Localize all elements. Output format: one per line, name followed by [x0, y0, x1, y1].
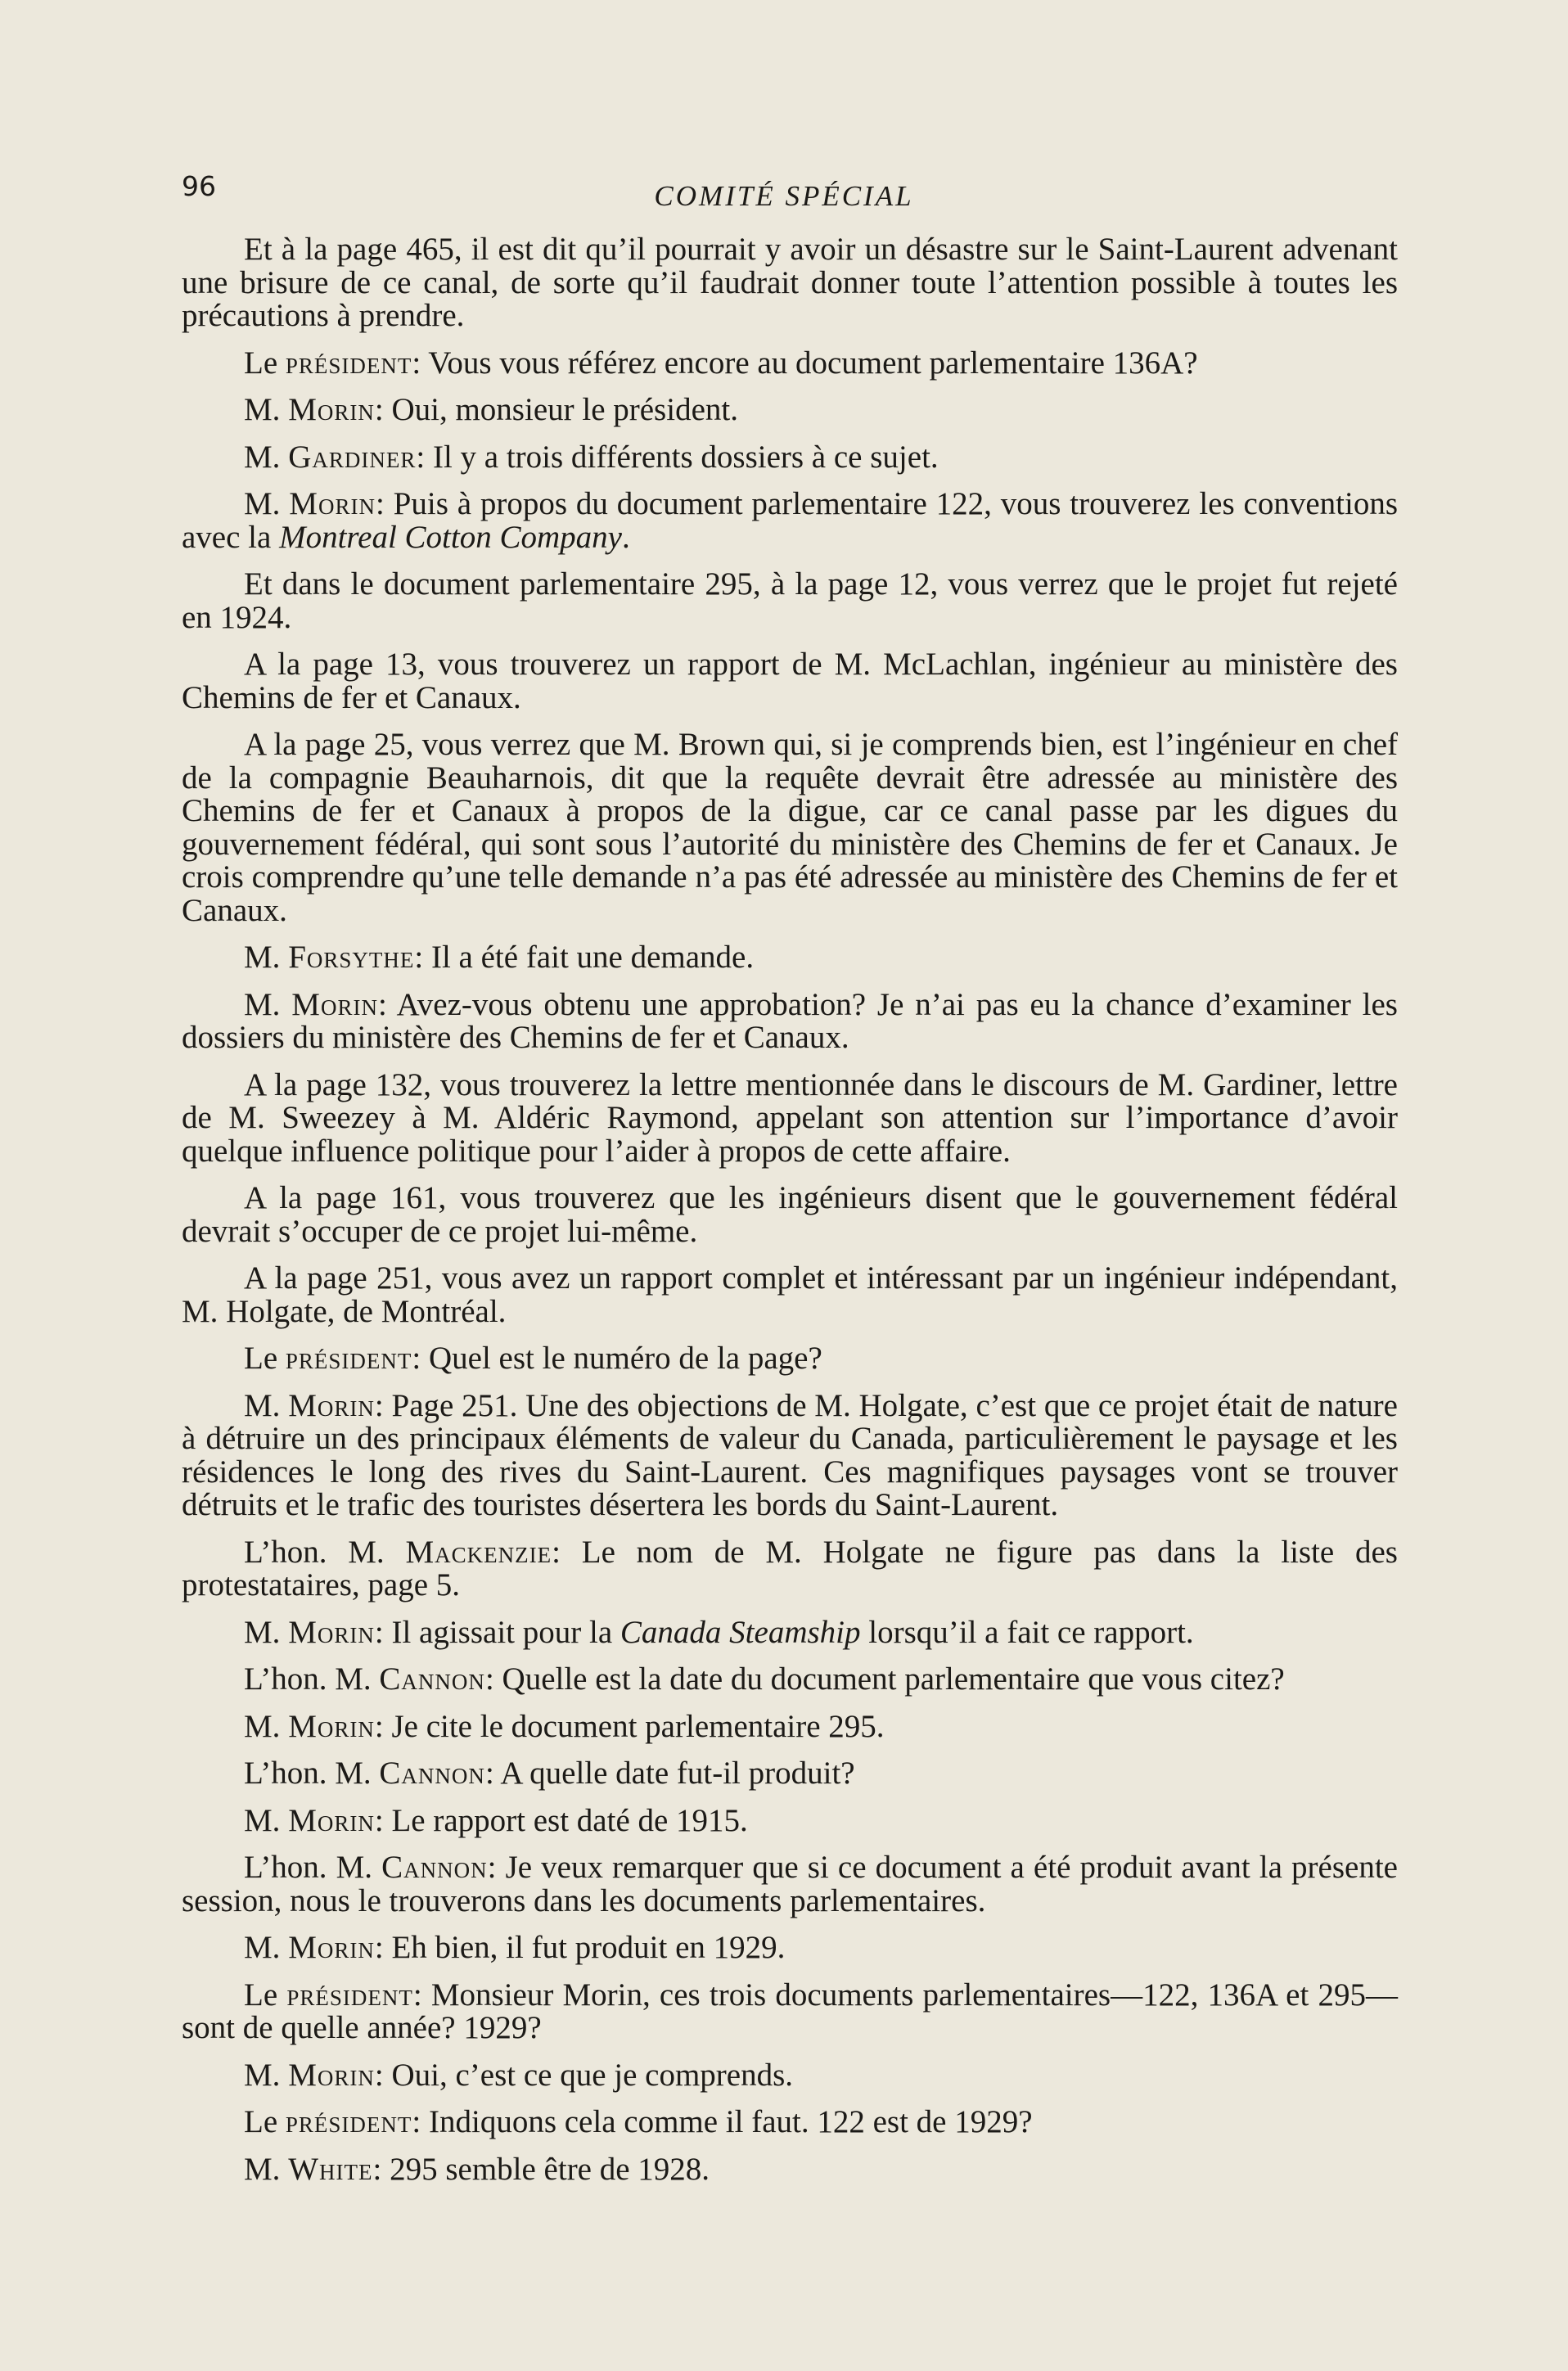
paragraph-text: 295 semble être de 1928.: [390, 2151, 710, 2187]
speech-paragraph: [182, 1663, 1398, 1697]
speech-paragraph: [182, 1708, 1398, 1744]
paragraph-text: Il y a trois différents dossiers à ce sujet.: [432, 439, 939, 475]
paragraph-text: Et dans le document parlementaire 295, à la page 12, vous verrez que le projet fut rejeté en 1924.: [182, 566, 1398, 635]
paragraph-text: A quelle date fut-il produit?: [500, 1756, 855, 1791]
speaker-name: Gardiner: [288, 439, 417, 475]
paragraph-text: Puis à propos du document parlementaire 122, vous trouverez les conventions avec la: [182, 486, 1398, 555]
paragraph-pre: M.: [244, 1387, 289, 1423]
paragraph-sep: :: [377, 986, 397, 1022]
paragraph-text: Je veux remarquer que si ce document a été produit avant la présente session, nous le trouverons dans les documents parlementaires.: [182, 1850, 1398, 1918]
paragraph-text: Oui, c’est ce que je comprends.: [391, 2057, 794, 2093]
speech-paragraph: [182, 1979, 1398, 2045]
paragraph-text: Eh bien, il fut produit en 1929.: [391, 1930, 786, 1965]
page-number: 96: [182, 170, 216, 202]
paragraph-pre: M.: [244, 940, 289, 975]
paragraph-pre: L’hon. M.: [244, 1756, 380, 1791]
paragraph-pre: Le: [244, 345, 286, 381]
paragraph-text: Il agissait pour la: [391, 1614, 620, 1650]
speaker-name: Morin: [291, 986, 378, 1022]
paragraph-sep: :: [414, 940, 431, 975]
speech-paragraph: [182, 1802, 1398, 1838]
paragraph-sep: :: [412, 2104, 429, 2139]
speech-paragraph: [182, 1616, 1398, 1650]
speech-paragraph: [182, 1851, 1398, 1918]
paragraph-sep: :: [372, 2151, 390, 2187]
paragraph-text: Page 251. Une des objections de M. Holgate, c’est que ce projet était de nature à détruire un des principaux éléments de valeur du Canada, particulièrement le paysage et les résidences le long des rives du Saint-Laurent. Ces magnifiques paysages vont se trouver détruits et le trafic des touristes désertera les bords du Saint-Laurent.: [182, 1387, 1398, 1522]
paragraph-text: A la page 132, vous trouverez la lettre mentionnée dans le discours de M. Gardiner, lettre de M. Sweezey à M. Aldéric Raymond, appelant son attention sur l’importance d’avoir quelque influence politique pour l’aider à propos de cette affaire.: [182, 1066, 1398, 1169]
paragraph-text: A la page 25, vous verrez que M. Brown qui, si je comprends bien, est l’ingénieur en chef de la compagnie Beauharnois, dit que la requête devrait être adressée au ministère des Chemins de fer et Canaux à propos de la digue, car ce canal passe par les digues du gouvernement fédéral, qui sont sous l’autorité du ministère des Chemins de fer et Canaux. Je crois comprendre qu’une telle demande n’a pas été adressée au ministère des Chemins de fer et Canaux.: [182, 727, 1398, 928]
paragraph-pre: Le: [244, 2104, 286, 2139]
text-paragraph: [182, 568, 1398, 634]
speaker-name: Morin: [288, 1930, 375, 1965]
paragraph-pre: M.: [244, 1802, 289, 1838]
paragraph-sep: :: [374, 1708, 392, 1744]
speaker-name: Morin: [288, 392, 375, 427]
paragraph-text: Le rapport est daté de 1915.: [391, 1802, 748, 1838]
paragraph-sep: :: [374, 1387, 392, 1423]
document-body: [182, 233, 1398, 2200]
paragraph-pre: L’hon. M.: [244, 1534, 406, 1570]
speaker-name: président: [285, 345, 412, 381]
paragraph-sep: :: [484, 1661, 502, 1697]
speaker-name: président: [285, 2104, 412, 2139]
paragraph-text: Oui, monsieur le président.: [391, 392, 738, 427]
paragraph-pre: L’hon. M.: [244, 1850, 382, 1885]
paragraph-sep: :: [412, 345, 429, 381]
paragraph-text: A la page 161, vous trouverez que les ingénieurs disent que le gouvernement fédéral devrait s’occuper de ce projet lui-même.: [182, 1180, 1398, 1249]
running-title: COMITÉ SPÉCIAL: [654, 180, 914, 212]
speech-paragraph: [182, 394, 1398, 427]
speech-paragraph: [182, 2106, 1398, 2139]
paragraph-sep: :: [416, 439, 433, 475]
paragraph-sep: :: [374, 2057, 392, 2093]
paragraph-pre: Le: [244, 1341, 286, 1376]
paragraph-pre: M.: [244, 1930, 289, 1965]
speaker-name: président: [286, 1977, 413, 2013]
text-paragraph: [182, 1182, 1398, 1248]
text-paragraph: [182, 728, 1398, 927]
paragraph-text: Monsieur Morin, ces trois documents parlementaires—122, 136A et 295—sont de quelle année? 1929?: [182, 1977, 1398, 2045]
paragraph-text: A la page 251, vous avez un rapport complet et intéressant par un ingénieur indépendant, M. Holgate, de Montréal.: [182, 1260, 1398, 1329]
paragraph-pre: M.: [244, 439, 289, 475]
speaker-name: Morin: [288, 1802, 375, 1838]
speech-paragraph: [182, 1932, 1398, 1965]
paragraph-pre: M.: [244, 986, 292, 1022]
speaker-name: Cannon: [379, 1661, 485, 1697]
paragraph-sep: :: [374, 1614, 392, 1650]
speaker-name: Morin: [288, 2057, 375, 2093]
speech-paragraph: [182, 941, 1398, 975]
speech-paragraph: [182, 488, 1398, 554]
paragraph-text: Quel est le numéro de la page?: [429, 1341, 822, 1376]
speaker-name: Morin: [288, 1614, 375, 1650]
paragraph-pre: M.: [244, 2057, 289, 2093]
paragraph-text: Je cite le document parlementaire 295.: [391, 1708, 885, 1744]
paragraph-sep: :: [374, 392, 392, 427]
speaker-name: Mackenzie: [405, 1534, 552, 1570]
paragraph-sep: :: [375, 486, 394, 521]
paragraph-sep: :: [374, 1930, 392, 1965]
speaker-name: Cannon: [379, 1756, 485, 1791]
paragraph-pre: M.: [244, 1708, 289, 1744]
paragraph-after: .: [621, 519, 630, 555]
paragraph-pre: M.: [244, 486, 290, 521]
speech-paragraph: [182, 1536, 1398, 1602]
paragraph-pre: L’hon. M.: [244, 1661, 380, 1697]
speaker-name: Morin: [289, 486, 376, 521]
paragraph-text: Vous vous référez encore au document parlementaire 136A?: [428, 345, 1198, 381]
paragraph-sep: :: [412, 1977, 431, 2013]
paragraph-text: Et à la page 465, il est dit qu’il pourrait y avoir un désastre sur le Saint-Laurent advenant une brisure de ce canal, de sorte qu’il faudrait donner toute l’attention possible à toutes les précautions à prendre.: [182, 232, 1398, 333]
italic-title: Montreal Cotton Company: [279, 519, 622, 555]
paragraph-text: A la page 13, vous trouverez un rapport de M. McLachlan, ingénieur au ministère des Chemins de fer et Canaux.: [182, 647, 1398, 715]
speech-paragraph: [182, 2059, 1398, 2093]
text-paragraph: [182, 233, 1398, 333]
speaker-name: président: [285, 1341, 412, 1376]
paragraph-sep: :: [484, 1756, 501, 1791]
text-paragraph: [182, 648, 1398, 714]
paragraph-pre: M.: [244, 2151, 289, 2187]
speaker-name: Cannon: [381, 1850, 488, 1885]
speech-paragraph: [182, 1757, 1398, 1791]
speech-paragraph: [182, 347, 1398, 381]
speech-paragraph: [182, 441, 1398, 475]
paragraph-sep: :: [487, 1850, 506, 1885]
italic-title: Canada Steamship: [620, 1614, 861, 1650]
speaker-name: Morin: [288, 1708, 375, 1744]
paragraph-text: Quelle est la date du document parlementaire que vous citez?: [502, 1661, 1285, 1697]
paragraph-text: Le nom de M. Holgate ne figure pas dans la liste des protestataires, page 5.: [182, 1534, 1398, 1602]
speech-paragraph: [182, 2153, 1398, 2187]
paragraph-text: Indiquons cela comme il faut. 122 est de 1929?: [429, 2104, 1033, 2139]
paragraph-after: lorsqu’il a fait ce rapport.: [860, 1614, 1194, 1650]
paragraph-sep: :: [552, 1534, 582, 1570]
speaker-name: Forsythe: [288, 940, 415, 975]
paragraph-pre: M.: [244, 392, 289, 427]
paragraph-text: Il a été fait une demande.: [430, 940, 755, 975]
paragraph-pre: M.: [244, 1614, 289, 1650]
speech-paragraph: [182, 1387, 1398, 1522]
speech-paragraph: [182, 1342, 1398, 1376]
text-paragraph: [182, 1262, 1398, 1328]
text-paragraph: [182, 1066, 1398, 1169]
paragraph-sep: :: [374, 1802, 392, 1838]
paragraph-sep: :: [412, 1341, 429, 1376]
speaker-name: Morin: [288, 1387, 375, 1423]
paragraph-text: Avez-vous obtenu une approbation? Je n’ai pas eu la chance d’examiner les dossiers du ministère des Chemins de fer et Canaux.: [182, 986, 1398, 1055]
speech-paragraph: [182, 986, 1398, 1055]
paragraph-pre: Le: [244, 1977, 287, 2013]
speaker-name: White: [288, 2151, 373, 2187]
